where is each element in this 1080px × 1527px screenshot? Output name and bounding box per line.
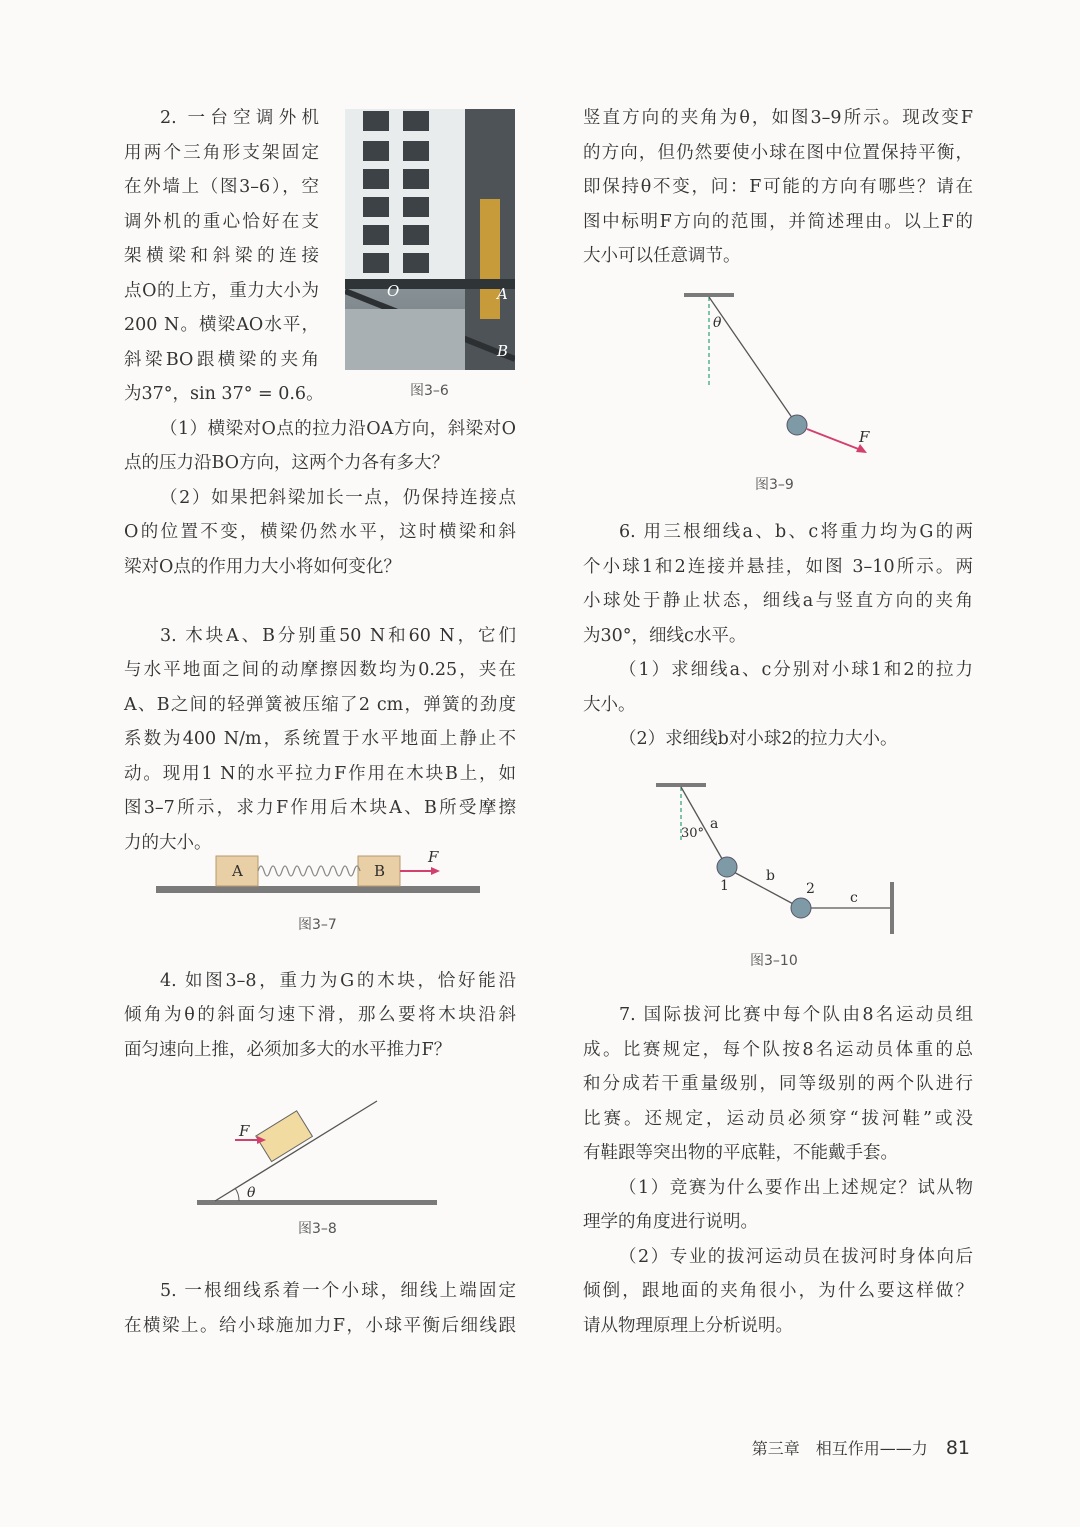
force-label: F: [428, 848, 439, 866]
text-line: 2. 一台空调外机: [160, 108, 319, 128]
string-b-label: b: [766, 868, 775, 884]
ball-2-label: 2: [806, 881, 815, 897]
text-line: 面匀速向上推，必须加多大的水平推力F？: [124, 1040, 452, 1060]
text-line: 请从物理原理上分析说明。: [583, 1316, 793, 1336]
text-line: （2）求细线b对小球2的拉力大小。: [619, 729, 898, 749]
air-conditioner-photo: [345, 109, 515, 370]
text-line: 理学的角度进行说明。: [583, 1212, 758, 1232]
text-line: 即保持θ不变，问：F可能的方向有哪些？请在: [583, 177, 973, 197]
figure-caption: 图3–10: [750, 953, 798, 969]
text-line: 4. 如图3–8，重力为G的木块，恰好能沿: [160, 971, 516, 991]
force-label: F: [859, 428, 870, 446]
text-line: 3. 木块A、B分别重50 N和60 N，它们: [160, 626, 516, 646]
figure-caption: 图3–6: [410, 383, 449, 399]
text-line: 倾倒，跟地面的夹角很小，为什么要这样做？: [583, 1281, 973, 1301]
text-line: 梁对O点的作用力大小将如何变化？: [124, 557, 401, 577]
text-line: 200 N。横梁AO水平，: [124, 315, 319, 335]
text-line: 动。现用1 N的水平拉力F作用在木块B上，如: [124, 764, 516, 784]
text-line: 小球处于静止状态，细线a与竖直方向的夹角: [583, 591, 973, 611]
figure-3-8: [195, 1095, 445, 1210]
page-number: 81: [945, 1437, 970, 1459]
text-line: 竖直方向的夹角为θ，如图3–9所示。现改变F: [583, 108, 973, 128]
text-line: 用两个三角形支架固定: [124, 143, 319, 163]
label-a: A: [497, 285, 508, 303]
block-b-label: B: [374, 862, 386, 880]
text-line: 为30°，细线c水平。: [583, 626, 747, 646]
label-o: O: [387, 282, 400, 300]
text-line: 系数为400 N/m，系统置于水平地面上静止不: [124, 729, 516, 749]
text-line: A、B之间的轻弹簧被压缩了2 cm，弹簧的劲度: [124, 695, 516, 715]
string-a-label: a: [710, 816, 719, 832]
text-line: 7. 国际拔河比赛中每个队由8名运动员组: [619, 1005, 973, 1025]
page-footer: [752, 1436, 970, 1459]
figure-caption: 图3–8: [298, 1221, 337, 1237]
text-line: （1）横梁对O点的拉力沿OA方向，斜梁对O: [160, 419, 516, 439]
text-line: （1）求细线a、c分别对小球1和2的拉力: [619, 660, 973, 680]
text-line: （1）竞赛为什么要作出上述规定？试从物: [619, 1178, 973, 1198]
text-line: 和分成若干重量级别，同等级别的两个队进行: [583, 1074, 973, 1094]
text-line: 与水平地面之间的动摩擦因数均为0.25，夹在: [124, 660, 516, 680]
text-line: 斜梁BO跟横梁的夹角: [124, 350, 319, 370]
figure-caption: 图3–7: [298, 917, 337, 933]
angle-label: 30°: [681, 826, 705, 841]
figure-caption: 图3–9: [755, 477, 794, 493]
text-line: 在横梁上。给小球施加力F，小球平衡后细线跟: [124, 1316, 516, 1336]
figure-3-10: [650, 778, 900, 938]
string-c-label: c: [850, 890, 858, 906]
text-line: 在外墙上（图3–6），空: [124, 177, 319, 197]
text-line: （2）如果把斜梁加长一点，仍保持连接点: [160, 488, 516, 508]
text-line: 力的大小。: [124, 833, 212, 853]
text-line: 图中标明F方向的范围，并简述理由。以上F的: [583, 212, 973, 232]
ball-1-label: 1: [720, 878, 729, 894]
text-line: 为37°，sin 37° = 0.6。: [124, 384, 324, 404]
label-b: B: [497, 342, 509, 360]
text-line: 成。比赛规定，每个队按8名运动员体重的总: [583, 1040, 973, 1060]
text-line: （2）专业的拔河运动员在拔河时身体向后: [619, 1247, 973, 1267]
block-a-label: A: [232, 862, 243, 880]
chapter-title: 第三章 相互作用——力: [751, 1439, 928, 1458]
text-line: 个小球1和2连接并悬挂，如图 3–10所示。两: [583, 557, 973, 577]
text-line: 点的压力沿BO方向，这两个力各有多大？: [124, 453, 450, 473]
angle-label: θ: [247, 1185, 256, 1201]
text-line: 5. 一根细线系着一个小球，细线上端固定: [160, 1281, 516, 1301]
text-line: 的方向，但仍然要使小球在图中位置保持平衡，: [583, 143, 973, 163]
text-line: 6. 用三根细线a、b、c将重力均为G的两: [619, 522, 973, 542]
text-line: 点O的上方，重力大小为: [124, 281, 319, 301]
text-line: 倾角为θ的斜面匀速下滑，那么要将木块沿斜: [124, 1005, 516, 1025]
force-label: F: [239, 1122, 250, 1140]
text-line: 图3–7所示，求力F作用后木块A、B所受摩擦: [124, 798, 516, 818]
text-line: 大小可以任意调节。: [583, 246, 741, 266]
angle-label: θ: [713, 315, 722, 331]
text-line: 大小。: [583, 695, 636, 715]
figure-3-7: [150, 848, 490, 898]
text-line: 比赛。还规定，运动员必须穿“拔河鞋”或没: [583, 1109, 973, 1129]
text-line: O的位置不变，横梁仍然水平，这时横梁和斜: [124, 522, 516, 542]
text-line: 调外机的重心恰好在支: [124, 212, 319, 232]
text-line: 架横梁和斜梁的连接: [124, 246, 319, 266]
figure-3-9: [675, 285, 885, 460]
text-line: 有鞋跟等突出物的平底鞋，不能戴手套。: [583, 1143, 898, 1163]
